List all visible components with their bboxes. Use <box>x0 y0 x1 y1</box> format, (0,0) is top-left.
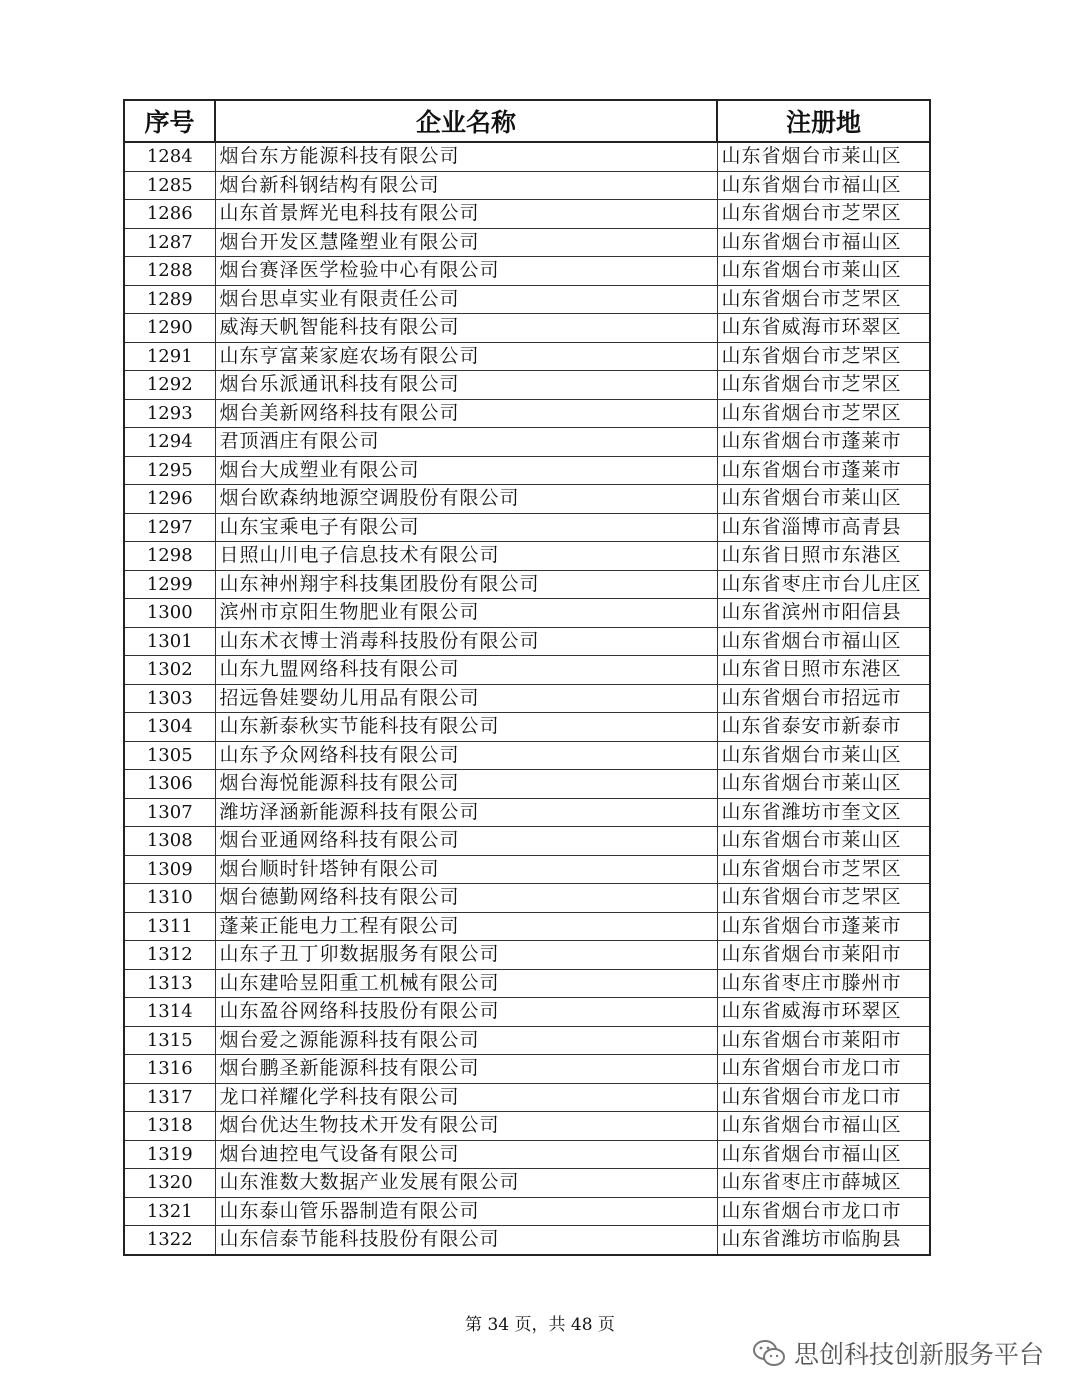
registered-location: 山东省日照市东港区 <box>717 542 930 571</box>
registered-location: 山东省日照市东港区 <box>717 656 930 685</box>
table-row <box>124 855 930 884</box>
table-row <box>124 969 930 998</box>
row-index: 1301 <box>124 627 215 656</box>
registered-location: 山东省烟台市福山区 <box>717 1140 930 1169</box>
company-name: 山东淮数大数据产业发展有限公司 <box>215 1169 717 1198</box>
registered-location: 山东省烟台市莱山区 <box>717 827 930 856</box>
row-index: 1289 <box>124 285 215 314</box>
company-name: 山东信泰节能科技股份有限公司 <box>215 1226 717 1255</box>
company-name: 山东宝乘电子有限公司 <box>215 513 717 542</box>
row-index: 1310 <box>124 884 215 913</box>
table-row <box>124 171 930 200</box>
registered-location: 山东省烟台市莱阳市 <box>717 1026 930 1055</box>
row-index: 1311 <box>124 912 215 941</box>
registered-location: 山东省威海市环翠区 <box>717 314 930 343</box>
table-row <box>124 884 930 913</box>
registered-location: 山东省烟台市龙口市 <box>717 1197 930 1226</box>
company-name: 日照山川电子信息技术有限公司 <box>215 542 717 571</box>
row-index: 1307 <box>124 798 215 827</box>
row-index: 1314 <box>124 998 215 1027</box>
registered-location: 山东省潍坊市奎文区 <box>717 798 930 827</box>
table-row <box>124 257 930 286</box>
company-name: 山东予众网络科技有限公司 <box>215 741 717 770</box>
table-row <box>124 200 930 229</box>
company-name: 蓬莱正能电力工程有限公司 <box>215 912 717 941</box>
table-row <box>124 1055 930 1084</box>
row-index: 1288 <box>124 257 215 286</box>
row-index: 1298 <box>124 542 215 571</box>
company-name: 山东盈谷网络科技股份有限公司 <box>215 998 717 1027</box>
table-row <box>124 684 930 713</box>
registered-location: 山东省烟台市芝罘区 <box>717 399 930 428</box>
row-index: 1302 <box>124 656 215 685</box>
table-row <box>124 456 930 485</box>
row-index: 1286 <box>124 200 215 229</box>
registered-location: 山东省潍坊市临朐县 <box>717 1226 930 1255</box>
row-index: 1300 <box>124 599 215 628</box>
company-name: 山东亨富莱家庭农场有限公司 <box>215 342 717 371</box>
row-index: 1322 <box>124 1226 215 1255</box>
registered-location: 山东省烟台市蓬莱市 <box>717 912 930 941</box>
company-name: 烟台海悦能源科技有限公司 <box>215 770 717 799</box>
table-row <box>124 627 930 656</box>
registered-location: 山东省威海市环翠区 <box>717 998 930 1027</box>
company-name: 威海天帆智能科技有限公司 <box>215 314 717 343</box>
row-index: 1320 <box>124 1169 215 1198</box>
registered-location: 山东省烟台市芝罘区 <box>717 855 930 884</box>
company-name: 龙口祥耀化学科技有限公司 <box>215 1083 717 1112</box>
table-row <box>124 513 930 542</box>
table-row <box>124 228 930 257</box>
registered-location: 山东省烟台市芝罘区 <box>717 200 930 229</box>
table-row <box>124 570 930 599</box>
registered-location: 山东省烟台市龙口市 <box>717 1083 930 1112</box>
registered-location: 山东省烟台市莱山区 <box>717 257 930 286</box>
table-row <box>124 1083 930 1112</box>
table-row <box>124 399 930 428</box>
company-name: 山东泰山管乐器制造有限公司 <box>215 1197 717 1226</box>
company-name: 烟台优达生物技术开发有限公司 <box>215 1112 717 1141</box>
table-row <box>124 428 930 457</box>
table-row <box>124 713 930 742</box>
company-name: 烟台新科钢结构有限公司 <box>215 171 717 200</box>
registered-location: 山东省淄博市高青县 <box>717 513 930 542</box>
company-name: 烟台赛泽医学检验中心有限公司 <box>215 257 717 286</box>
watermark <box>752 1335 1044 1371</box>
row-index: 1304 <box>124 713 215 742</box>
company-name: 烟台迪控电气设备有限公司 <box>215 1140 717 1169</box>
company-name: 烟台爱之源能源科技有限公司 <box>215 1026 717 1055</box>
company-name: 滨州市京阳生物肥业有限公司 <box>215 599 717 628</box>
table-row <box>124 285 930 314</box>
table-row <box>124 314 930 343</box>
table-row <box>124 485 930 514</box>
company-name: 烟台顺时针塔钟有限公司 <box>215 855 717 884</box>
header-registered-location: 注册地 <box>717 100 930 142</box>
table-row <box>124 798 930 827</box>
registered-location: 山东省烟台市福山区 <box>717 171 930 200</box>
row-index: 1309 <box>124 855 215 884</box>
registered-location: 山东省泰安市新泰市 <box>717 713 930 742</box>
table-row <box>124 1112 930 1141</box>
watermark-text: 思创科技创新服务平台 <box>793 1340 1044 1369</box>
company-name: 山东九盟网络科技有限公司 <box>215 656 717 685</box>
registered-location: 山东省烟台市芝罘区 <box>717 371 930 400</box>
company-name: 烟台思卓实业有限责任公司 <box>215 285 717 314</box>
table-row <box>124 542 930 571</box>
table-row <box>124 770 930 799</box>
registered-location: 山东省烟台市莱山区 <box>717 142 930 171</box>
registered-location: 山东省烟台市莱阳市 <box>717 941 930 970</box>
registered-location: 山东省烟台市福山区 <box>717 228 930 257</box>
company-name: 山东子丑丁卯数据服务有限公司 <box>215 941 717 970</box>
wechat-icon <box>752 1338 786 1368</box>
company-name: 烟台鹏圣新能源科技有限公司 <box>215 1055 717 1084</box>
company-name: 烟台美新网络科技有限公司 <box>215 399 717 428</box>
registered-location: 山东省烟台市龙口市 <box>717 1055 930 1084</box>
row-index: 1313 <box>124 969 215 998</box>
row-index: 1285 <box>124 171 215 200</box>
row-index: 1315 <box>124 1026 215 1055</box>
company-name: 烟台东方能源科技有限公司 <box>215 142 717 171</box>
registered-location: 山东省烟台市招远市 <box>717 684 930 713</box>
row-index: 1296 <box>124 485 215 514</box>
enterprise-table <box>123 99 931 1256</box>
row-index: 1284 <box>124 142 215 171</box>
row-index: 1294 <box>124 428 215 457</box>
company-name: 烟台大成塑业有限公司 <box>215 456 717 485</box>
company-name: 山东首景辉光电科技有限公司 <box>215 200 717 229</box>
row-index: 1321 <box>124 1197 215 1226</box>
row-index: 1292 <box>124 371 215 400</box>
table-row <box>124 142 930 171</box>
row-index: 1306 <box>124 770 215 799</box>
header-company-name: 企业名称 <box>215 100 717 142</box>
table-header-row <box>124 100 930 142</box>
table-row <box>124 656 930 685</box>
registered-location: 山东省烟台市芝罘区 <box>717 285 930 314</box>
row-index: 1297 <box>124 513 215 542</box>
table-row <box>124 1026 930 1055</box>
row-index: 1299 <box>124 570 215 599</box>
company-name: 烟台亚通网络科技有限公司 <box>215 827 717 856</box>
registered-location: 山东省枣庄市台儿庄区 <box>717 570 930 599</box>
company-name: 烟台德勤网络科技有限公司 <box>215 884 717 913</box>
registered-location: 山东省烟台市福山区 <box>717 1112 930 1141</box>
row-index: 1287 <box>124 228 215 257</box>
registered-location: 山东省枣庄市薛城区 <box>717 1169 930 1198</box>
company-name: 君顶酒庄有限公司 <box>215 428 717 457</box>
company-name: 招远鲁娃婴幼儿用品有限公司 <box>215 684 717 713</box>
row-index: 1290 <box>124 314 215 343</box>
row-index: 1308 <box>124 827 215 856</box>
row-index: 1303 <box>124 684 215 713</box>
company-name: 山东术衣博士消毒科技股份有限公司 <box>215 627 717 656</box>
registered-location: 山东省烟台市蓬莱市 <box>717 428 930 457</box>
company-name: 潍坊泽涵新能源科技有限公司 <box>215 798 717 827</box>
row-index: 1312 <box>124 941 215 970</box>
table-row <box>124 342 930 371</box>
table-row <box>124 1169 930 1198</box>
registered-location: 山东省烟台市芝罘区 <box>717 884 930 913</box>
page-number: 第 34 页，共 48 页 <box>465 1315 615 1335</box>
row-index: 1293 <box>124 399 215 428</box>
company-name: 山东新泰秋实节能科技有限公司 <box>215 713 717 742</box>
registered-location: 山东省烟台市莱山区 <box>717 770 930 799</box>
table-row <box>124 1226 930 1255</box>
company-name: 烟台乐派通讯科技有限公司 <box>215 371 717 400</box>
company-name: 烟台开发区慧隆塑业有限公司 <box>215 228 717 257</box>
table-row <box>124 941 930 970</box>
row-index: 1317 <box>124 1083 215 1112</box>
registered-location: 山东省枣庄市滕州市 <box>717 969 930 998</box>
table-row <box>124 1197 930 1226</box>
registered-location: 山东省烟台市莱山区 <box>717 485 930 514</box>
registered-location: 山东省烟台市莱山区 <box>717 741 930 770</box>
table-row <box>124 827 930 856</box>
row-index: 1318 <box>124 1112 215 1141</box>
table-row <box>124 998 930 1027</box>
row-index: 1305 <box>124 741 215 770</box>
row-index: 1316 <box>124 1055 215 1084</box>
registered-location: 山东省烟台市芝罘区 <box>717 342 930 371</box>
header-index: 序号 <box>124 100 215 142</box>
company-name: 山东神州翔宇科技集团股份有限公司 <box>215 570 717 599</box>
company-name: 山东建哈昱阳重工机械有限公司 <box>215 969 717 998</box>
row-index: 1319 <box>124 1140 215 1169</box>
row-index: 1291 <box>124 342 215 371</box>
registered-location: 山东省烟台市蓬莱市 <box>717 456 930 485</box>
row-index: 1295 <box>124 456 215 485</box>
table-row <box>124 599 930 628</box>
table-row <box>124 1140 930 1169</box>
table-row <box>124 371 930 400</box>
company-name: 烟台欧森纳地源空调股份有限公司 <box>215 485 717 514</box>
table-row <box>124 741 930 770</box>
registered-location: 山东省滨州市阳信县 <box>717 599 930 628</box>
registered-location: 山东省烟台市福山区 <box>717 627 930 656</box>
table-row <box>124 912 930 941</box>
